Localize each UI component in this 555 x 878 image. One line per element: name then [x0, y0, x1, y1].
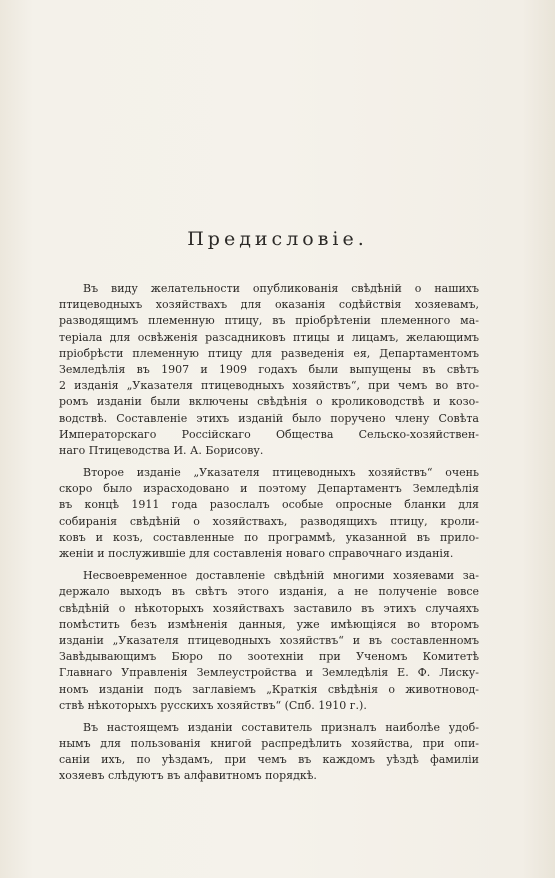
text-line: помѣстить безъ измѣненія данныя, уже имѣющіяся во второмъ	[59, 617, 479, 631]
text-line: Второе изданіе „Указателя птицеводныхъ хозяйствъ“ очень	[83, 466, 479, 480]
text-line: Въ виду желательности опубликованія свѣдѣній о нашихъ	[83, 282, 479, 295]
text-line: наго Птицеводства И. А. Борисову.	[59, 443, 264, 457]
paragraph-1	[59, 281, 479, 459]
text-line: Въ настоящемъ изданіи составитель призналъ наиболѣе удоб-	[83, 720, 479, 734]
text-line: изданіи „Указателя птицеводныхъ хозяйствъ“ и въ составленномъ	[59, 633, 479, 647]
text-line: нымъ для пользованія книгой распредѣлить хозяйства, при опи-	[59, 737, 479, 751]
text-line: теріала для освѣженія разсадниковъ птицы и лицамъ, желающимъ	[59, 330, 479, 344]
text-line: Главнаго Управленія Землеустройства и Земледѣлія Е. Ф. Лиску-	[59, 666, 479, 680]
text-line: свѣдѣній о нѣкоторыхъ хозяйствахъ заставило въ этихъ случаяхъ	[59, 601, 479, 615]
page-title: Предисловіе.	[187, 228, 368, 250]
text-line: держало выходъ въ свѣтъ этого изданія, а не полученіе вовсе	[59, 585, 479, 599]
text-line: саніи ихъ, по уѣздамъ, при чемъ въ каждомъ уѣздѣ фамиліи	[59, 753, 479, 767]
text-line: ковъ и козъ, составленные по программѣ, указанной въ прило-	[59, 530, 479, 544]
text-line: скоро было израсходовано и поэтому Департаментъ Земледѣлія	[59, 482, 479, 496]
text-line: пріобрѣсти племенную птицу для разведенія ея, Департаментомъ	[59, 346, 479, 360]
text-line: разводящимъ племенную птицу, въ пріобрѣтеніи племенного ма-	[59, 314, 479, 328]
text-line: въ концѣ 1911 года разослалъ особые опросные бланки для	[59, 498, 479, 512]
text-line: Завѣдывающимъ Бюро по зоотехніи при Ученомъ Комитетѣ	[59, 650, 479, 664]
text-line: хозяевъ слѣдуютъ въ алфавитномъ порядкѣ.	[59, 769, 317, 783]
paragraph-3	[59, 568, 479, 714]
text-line: ромъ изданіи были включены свѣдѣнія о кролиководствѣ и козо-	[59, 395, 479, 409]
text-line: Несвоевременное доставленіе свѣдѣній многими хозяевами за-	[83, 569, 479, 583]
text-line: Земледѣлія въ 1907 и 1909 годахъ были выпущены въ свѣтъ	[59, 362, 479, 376]
paragraph-2	[59, 465, 479, 562]
text-line: ствѣ нѣкоторыхъ русскихъ хозяйствъ“ (Спб. 1910 г.).	[59, 698, 367, 712]
text-line: номъ изданіи подъ заглавіемъ „Краткія свѣдѣнія о животновод-	[59, 682, 479, 696]
text-line: водствѣ. Составленіе этихъ изданій было поручено члену Совѣта	[59, 411, 479, 425]
paragraph-4	[59, 720, 479, 785]
preface-text	[59, 281, 479, 791]
text-line: женіи и послужившіе для составленія новаго справочнаго изданія.	[59, 547, 454, 560]
text-line: собиранія свѣдѣній о хозяйствахъ, разводящихъ птицу, кроли-	[59, 514, 479, 528]
text-line: Императорскаго Россійскаго Общества Сельско-хозяйствен-	[59, 427, 479, 441]
text-line: 2 изданія „Указателя птицеводныхъ хозяйствъ“, при чемъ во вто-	[59, 379, 479, 393]
text-line: птицеводныхъ хозяйствахъ для оказанія содѣйствія хозяевамъ,	[59, 298, 479, 312]
